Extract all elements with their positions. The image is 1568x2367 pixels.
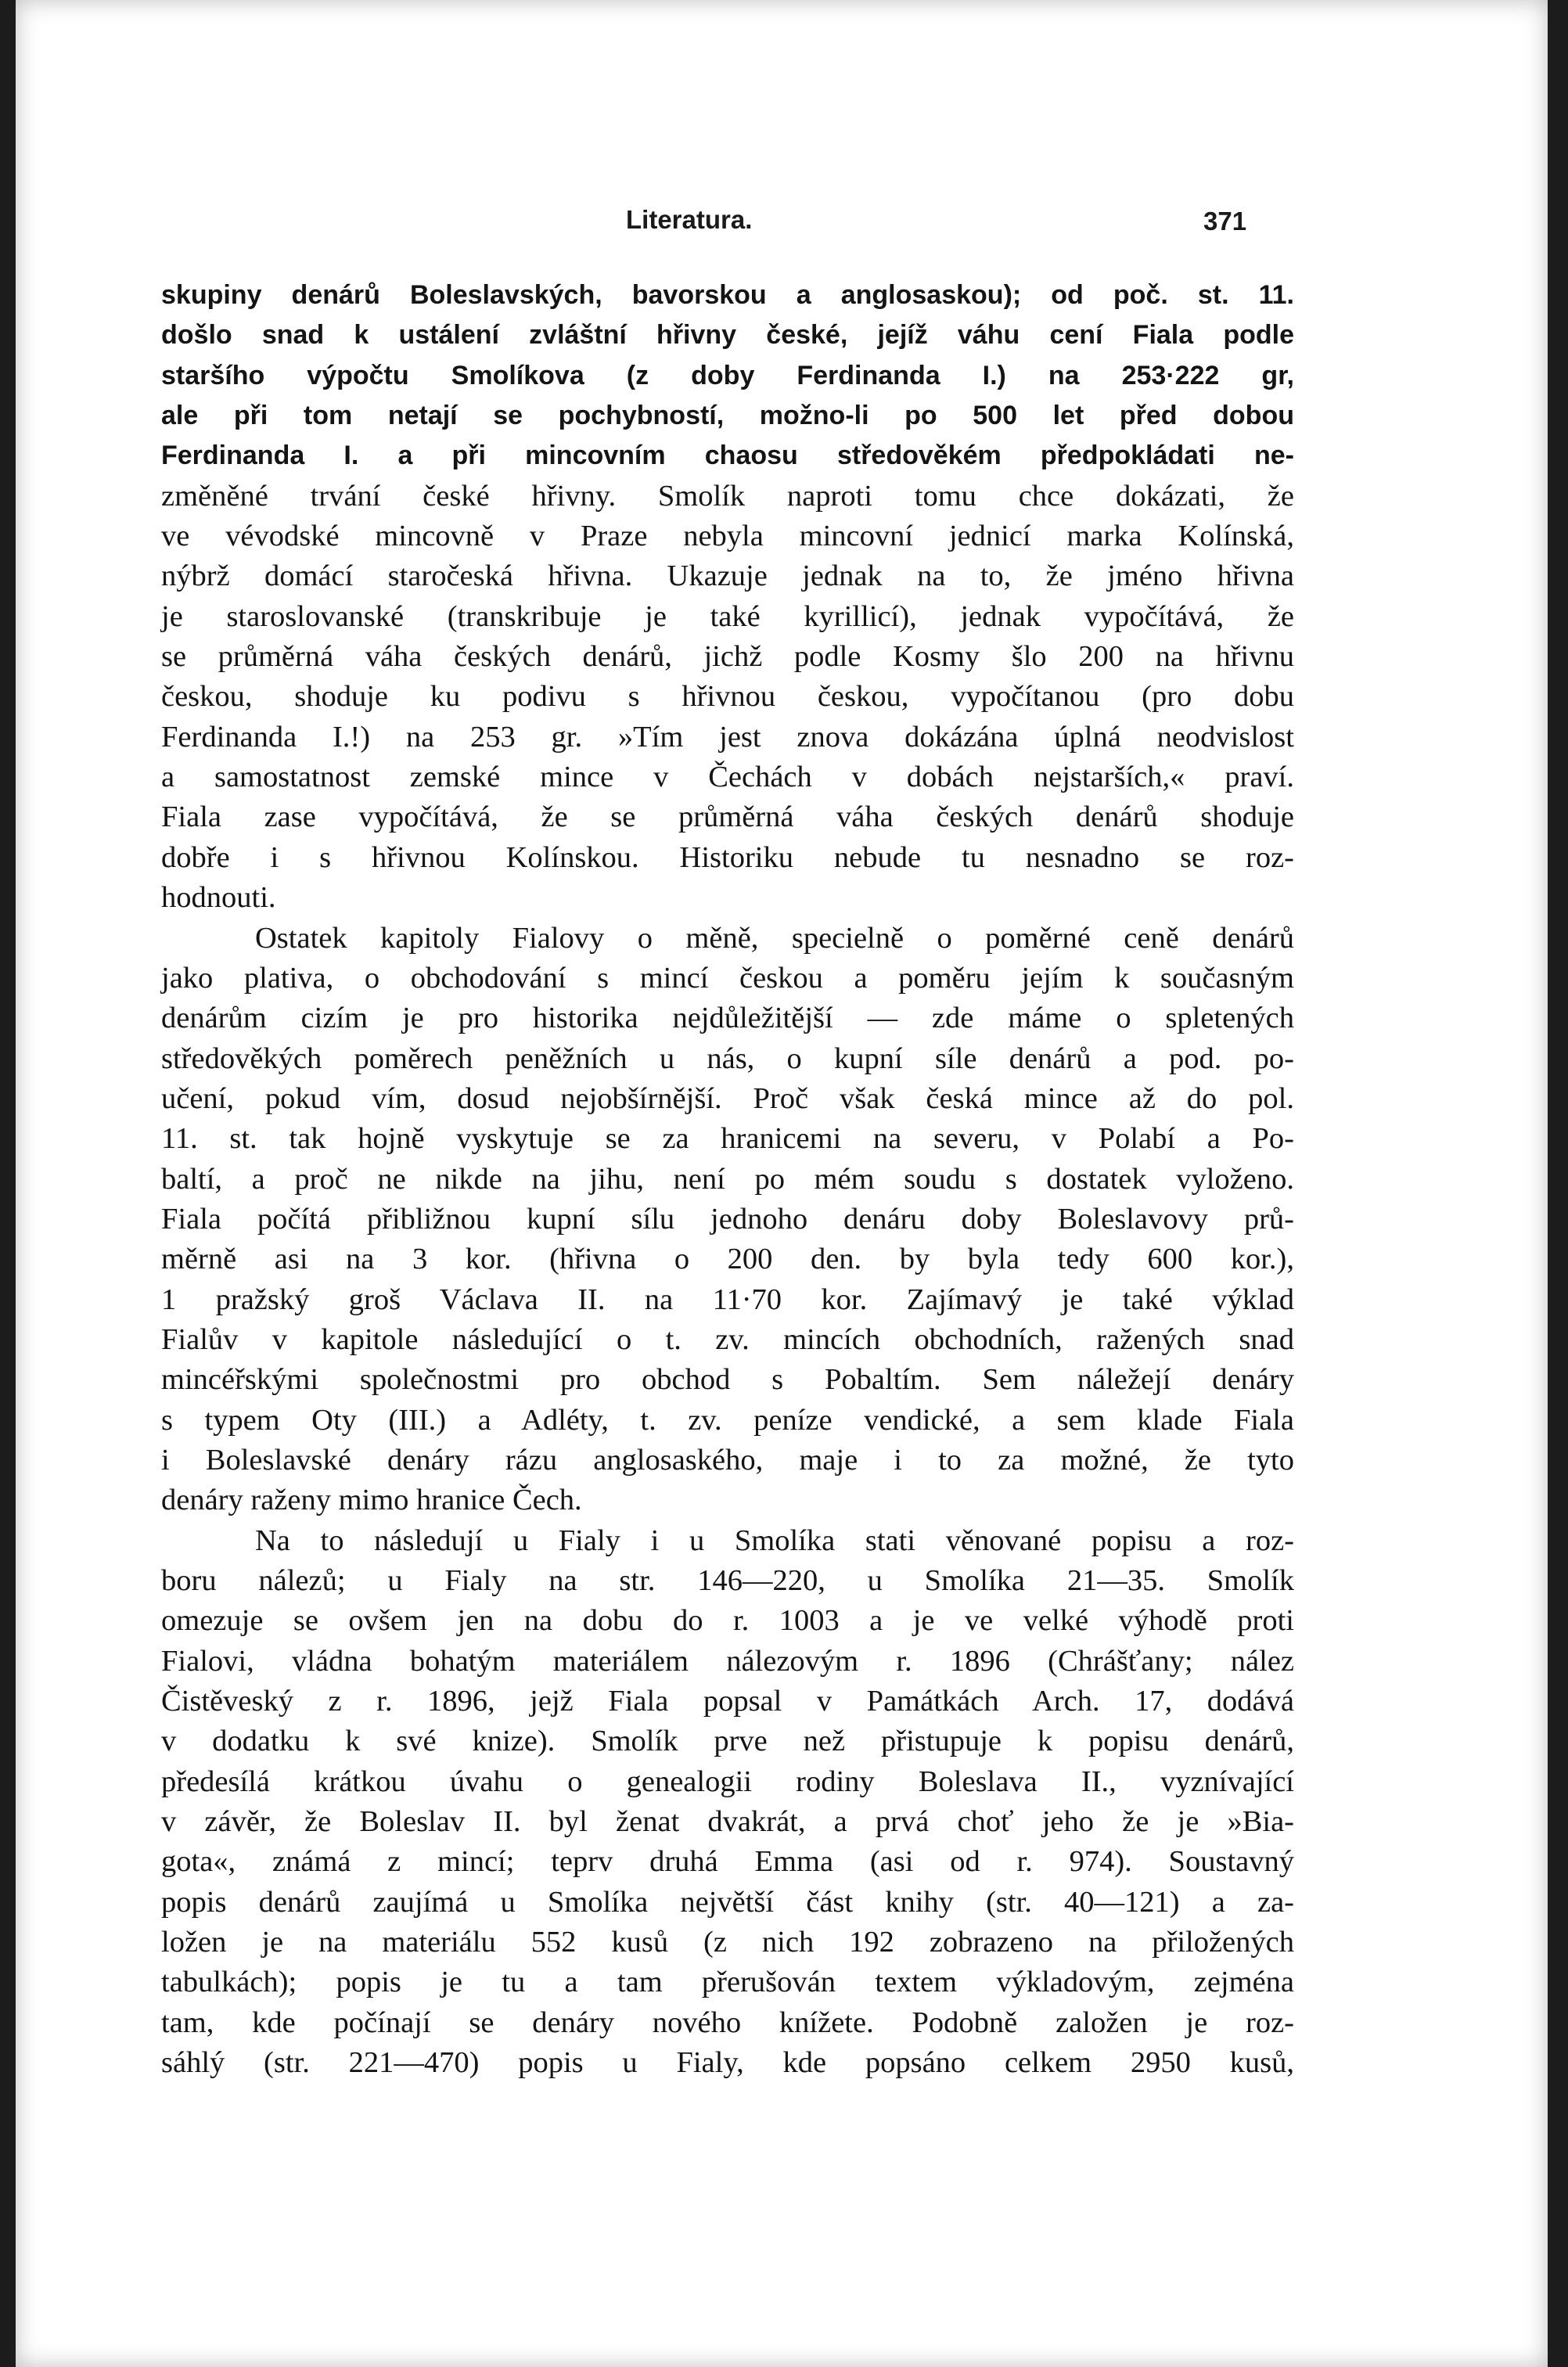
- text-line: denárům cizím je pro historika nejdůležitější — zde máme o spletených: [161, 1002, 1294, 1035]
- text-line: dobře i s hřivnou Kolínskou. Historiku nebude tu nesnadno se roz-: [161, 840, 1294, 874]
- text-line: staršího výpočtu Smolíkova (z doby Ferdinanda I.) na 253·222 gr,: [161, 360, 1294, 390]
- page-header: [16, 205, 1548, 252]
- text-line: Fiala počítá přibližnou kupní sílu jednoho denáru doby Boleslavovy prů-: [161, 1202, 1294, 1236]
- text-line: 11. st. tak hojně vyskytuje se za hranicemi na severu, v Polabí a Po-: [161, 1122, 1294, 1156]
- text-line: jako plativa, o obchodování s mincí českou a poměru jejím k současným: [161, 961, 1294, 995]
- text-line: popis denárů zaujímá u Smolíka největší část knihy (str. 40—121) a za-: [161, 1885, 1294, 1919]
- text-line: s typem Oty (III.) a Adléty, t. zv. peníze vendické, a sem klade Fiala: [161, 1403, 1294, 1437]
- text-line: omezuje se ovšem jen na dobu do r. 1003 a je ve velké výhodě proti: [161, 1604, 1294, 1638]
- text-line: a samostatnost zemské mince v Čechách v dobách nejstarších,« praví.: [161, 761, 1294, 794]
- text-line: se průměrná váha českých denárů, jichž podle Kosmy šlo 200 na hřivnu: [161, 640, 1294, 674]
- text-line: mincéřskými společnostmi pro obchod s Pobaltím. Sem náležejí denáry: [161, 1363, 1294, 1397]
- text-line: baltí, a proč ne nikde na jihu, není po mém soudu s dostatek vyloženo.: [161, 1162, 1294, 1196]
- paragraph-start-line: Ostatek kapitoly Fialovy o měně, specielně o poměrné ceně denárů: [255, 921, 1294, 955]
- page-number: 371: [1203, 207, 1247, 236]
- text-line: ložen je na materiálu 552 kusů (z nich 192 zobrazeno na přiložených: [161, 1926, 1294, 1959]
- text-line: 1 pražský groš Václava II. na 11·70 kor. Zajímavý je také výklad: [161, 1282, 1294, 1316]
- running-title: Literatura.: [626, 205, 753, 234]
- text-line: tam, kde počínají se denáry nového knížete. Podobně založen je roz-: [161, 2005, 1294, 2039]
- text-line: ve vévodské mincovně v Praze nebyla mincovní jednicí marka Kolínská,: [161, 520, 1294, 553]
- text-line: gota«, známá z mincí; teprv druhá Emma (asi od r. 974). Soustavný: [161, 1845, 1294, 1879]
- text-line: boru nálezů; u Fialy na str. 146—220, u Smolíka 21—35. Smolík: [161, 1564, 1294, 1597]
- text-line: Fiala zase vypočítává, že se průměrná váha českých denárů shoduje: [161, 800, 1294, 834]
- text-line: v závěr, že Boleslav II. byl ženat dvakrát, a prvá choť jeho že je »Bia-: [161, 1805, 1294, 1839]
- text-line: Fialův v kapitole následující o t. zv. mincích obchodních, ražených snad: [161, 1322, 1294, 1356]
- text-line: ale při tom netají se pochybností, možno-li po 500 let před dobou: [161, 401, 1294, 431]
- text-line: v dodatku k své knize). Smolík prve než přistupuje k popisu denárů,: [161, 1725, 1294, 1758]
- text-line: skupiny denárů Boleslavských, bavorskou a anglosaskou); od poč. st. 11.: [161, 280, 1294, 310]
- paragraph-start-line: Na to následují u Fialy i u Smolíka stati věnované popisu a roz-: [255, 1523, 1294, 1557]
- text-line: Fialovi, vládna bohatým materiálem nálezovým r. 1896 (Chrášťany; nález: [161, 1644, 1294, 1678]
- text-line: středověkých poměrech peněžních u nás, o kupní síle denárů a pod. po-: [161, 1041, 1294, 1075]
- text-line: učení, pokud vím, dosud nejobšírnější. Proč však česká mince až do pol.: [161, 1081, 1294, 1115]
- text-line: českou, shoduje ku podivu s hřivnou českou, vypočítanou (pro dobu: [161, 680, 1294, 714]
- text-line: Čistěveský z r. 1896, jejž Fiala popsal v Památkách Arch. 17, dodává: [161, 1685, 1294, 1718]
- book-page: [16, 0, 1548, 2367]
- text-line: předesílá krátkou úvahu o genealogii rodiny Boleslava II., vyznívající: [161, 1764, 1294, 1798]
- text-line: denáry raženy mimo hranice Čech.: [161, 1484, 582, 1517]
- text-line: došlo snad k ustálení zvláštní hřivny české, jejíž váhu cení Fiala podle: [161, 320, 1294, 351]
- text-line: Ferdinanda I. a při mincovním chaosu středověkém předpokládati ne-: [161, 441, 1294, 471]
- text-line: i Boleslavské denáry rázu anglosaského, maje i to za možné, že tyto: [161, 1443, 1294, 1477]
- body-text: [161, 275, 1294, 2083]
- text-line: Ferdinanda I.!) na 253 gr. »Tím jest znova dokázána úplná neodvislost: [161, 720, 1294, 754]
- text-line: je staroslovanské (transkribuje je také kyrillicí), jednak vypočítává, že: [161, 599, 1294, 633]
- text-line: sáhlý (str. 221—470) popis u Fialy, kde popsáno celkem 2950 kusů,: [161, 2046, 1294, 2080]
- text-line: měrně asi na 3 kor. (hřivna o 200 den. by byla tedy 600 kor.),: [161, 1243, 1294, 1276]
- text-line: změněné trvání české hřivny. Smolík naproti tomu chce dokázati, že: [161, 479, 1294, 513]
- text-line: hodnouti.: [161, 881, 276, 915]
- text-line: nýbrž domácí staročeská hřivna. Ukazuje jednak na to, že jméno hřivna: [161, 559, 1294, 593]
- text-line: tabulkách); popis je tu a tam přerušován textem výkladovým, zejména: [161, 1966, 1294, 1999]
